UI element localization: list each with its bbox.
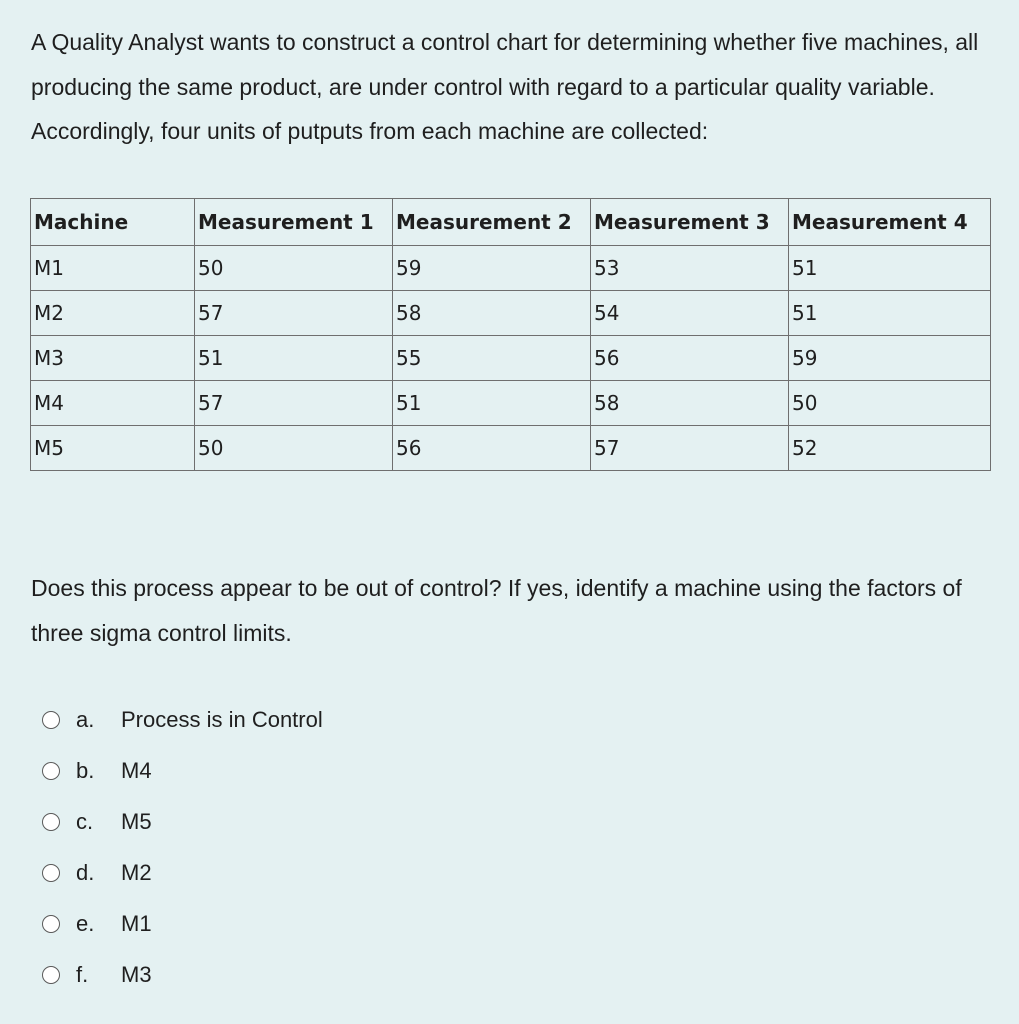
table-cell: 57: [195, 291, 393, 336]
table-cell: 58: [393, 291, 591, 336]
radio-button[interactable]: [42, 813, 60, 831]
option-text: M1: [121, 910, 152, 936]
table-row: [31, 291, 991, 336]
table-cell: 53: [591, 246, 789, 291]
table-cell: 56: [393, 426, 591, 471]
table-cell: 51: [195, 336, 393, 381]
option-letter: c.: [76, 808, 94, 834]
option-text: M5: [121, 808, 152, 834]
table-cell: 51: [393, 381, 591, 426]
table-cell: 55: [393, 336, 591, 381]
header-machine: Machine: [31, 199, 195, 246]
header-measurement-3: Measurement 3: [591, 199, 789, 246]
table-cell: 54: [591, 291, 789, 336]
table-cell: 56: [591, 336, 789, 381]
option-text: M2: [121, 859, 152, 885]
option-text: Process is in Control: [121, 706, 323, 732]
table-row: [31, 336, 991, 381]
table-cell: M1: [31, 246, 195, 291]
option-e[interactable]: [42, 898, 323, 949]
option-text: M3: [121, 961, 152, 987]
table-cell: 59: [393, 246, 591, 291]
option-letter: b.: [76, 757, 95, 783]
radio-button[interactable]: [42, 762, 60, 780]
answer-options: [42, 694, 323, 1000]
table-cell: 50: [789, 381, 991, 426]
header-measurement-4: Measurement 4: [789, 199, 991, 246]
radio-button[interactable]: [42, 915, 60, 933]
option-letter: d.: [76, 859, 95, 885]
table-cell: 57: [195, 381, 393, 426]
table-row: [31, 426, 991, 471]
option-letter: a.: [76, 706, 95, 732]
header-measurement-2: Measurement 2: [393, 199, 591, 246]
question-intro: A Quality Analyst wants to construct a control chart for determining whether five machines, all producing the same product, are under control with regard to a particular quality variable. Accordingly, four units of putputs from each machine are collected:: [31, 29, 979, 144]
table-cell: 51: [789, 291, 991, 336]
table-cell: 57: [591, 426, 789, 471]
table-cell: M2: [31, 291, 195, 336]
option-d[interactable]: [42, 847, 323, 898]
table-cell: M5: [31, 426, 195, 471]
option-f[interactable]: [42, 949, 323, 1000]
option-a[interactable]: [42, 694, 323, 745]
option-letter: e.: [76, 910, 95, 936]
table-cell: M4: [31, 381, 195, 426]
table-row: [31, 381, 991, 426]
question-prompt: Does this process appear to be out of control? If yes, identify a machine using the factors of three sigma control limits.: [31, 575, 962, 646]
option-b[interactable]: [42, 745, 323, 796]
table-cell: 52: [789, 426, 991, 471]
measurements-table: [30, 198, 991, 471]
table-cell: M3: [31, 336, 195, 381]
table-row: [31, 246, 991, 291]
option-text: M4: [121, 757, 152, 783]
table-header-row: [31, 199, 991, 246]
table-cell: 59: [789, 336, 991, 381]
table-cell: 50: [195, 246, 393, 291]
radio-button[interactable]: [42, 711, 60, 729]
option-letter: f.: [76, 961, 89, 987]
radio-button[interactable]: [42, 966, 60, 984]
option-c[interactable]: [42, 796, 323, 847]
radio-button[interactable]: [42, 864, 60, 882]
table-cell: 51: [789, 246, 991, 291]
table-cell: 58: [591, 381, 789, 426]
table-cell: 50: [195, 426, 393, 471]
header-measurement-1: Measurement 1: [195, 199, 393, 246]
